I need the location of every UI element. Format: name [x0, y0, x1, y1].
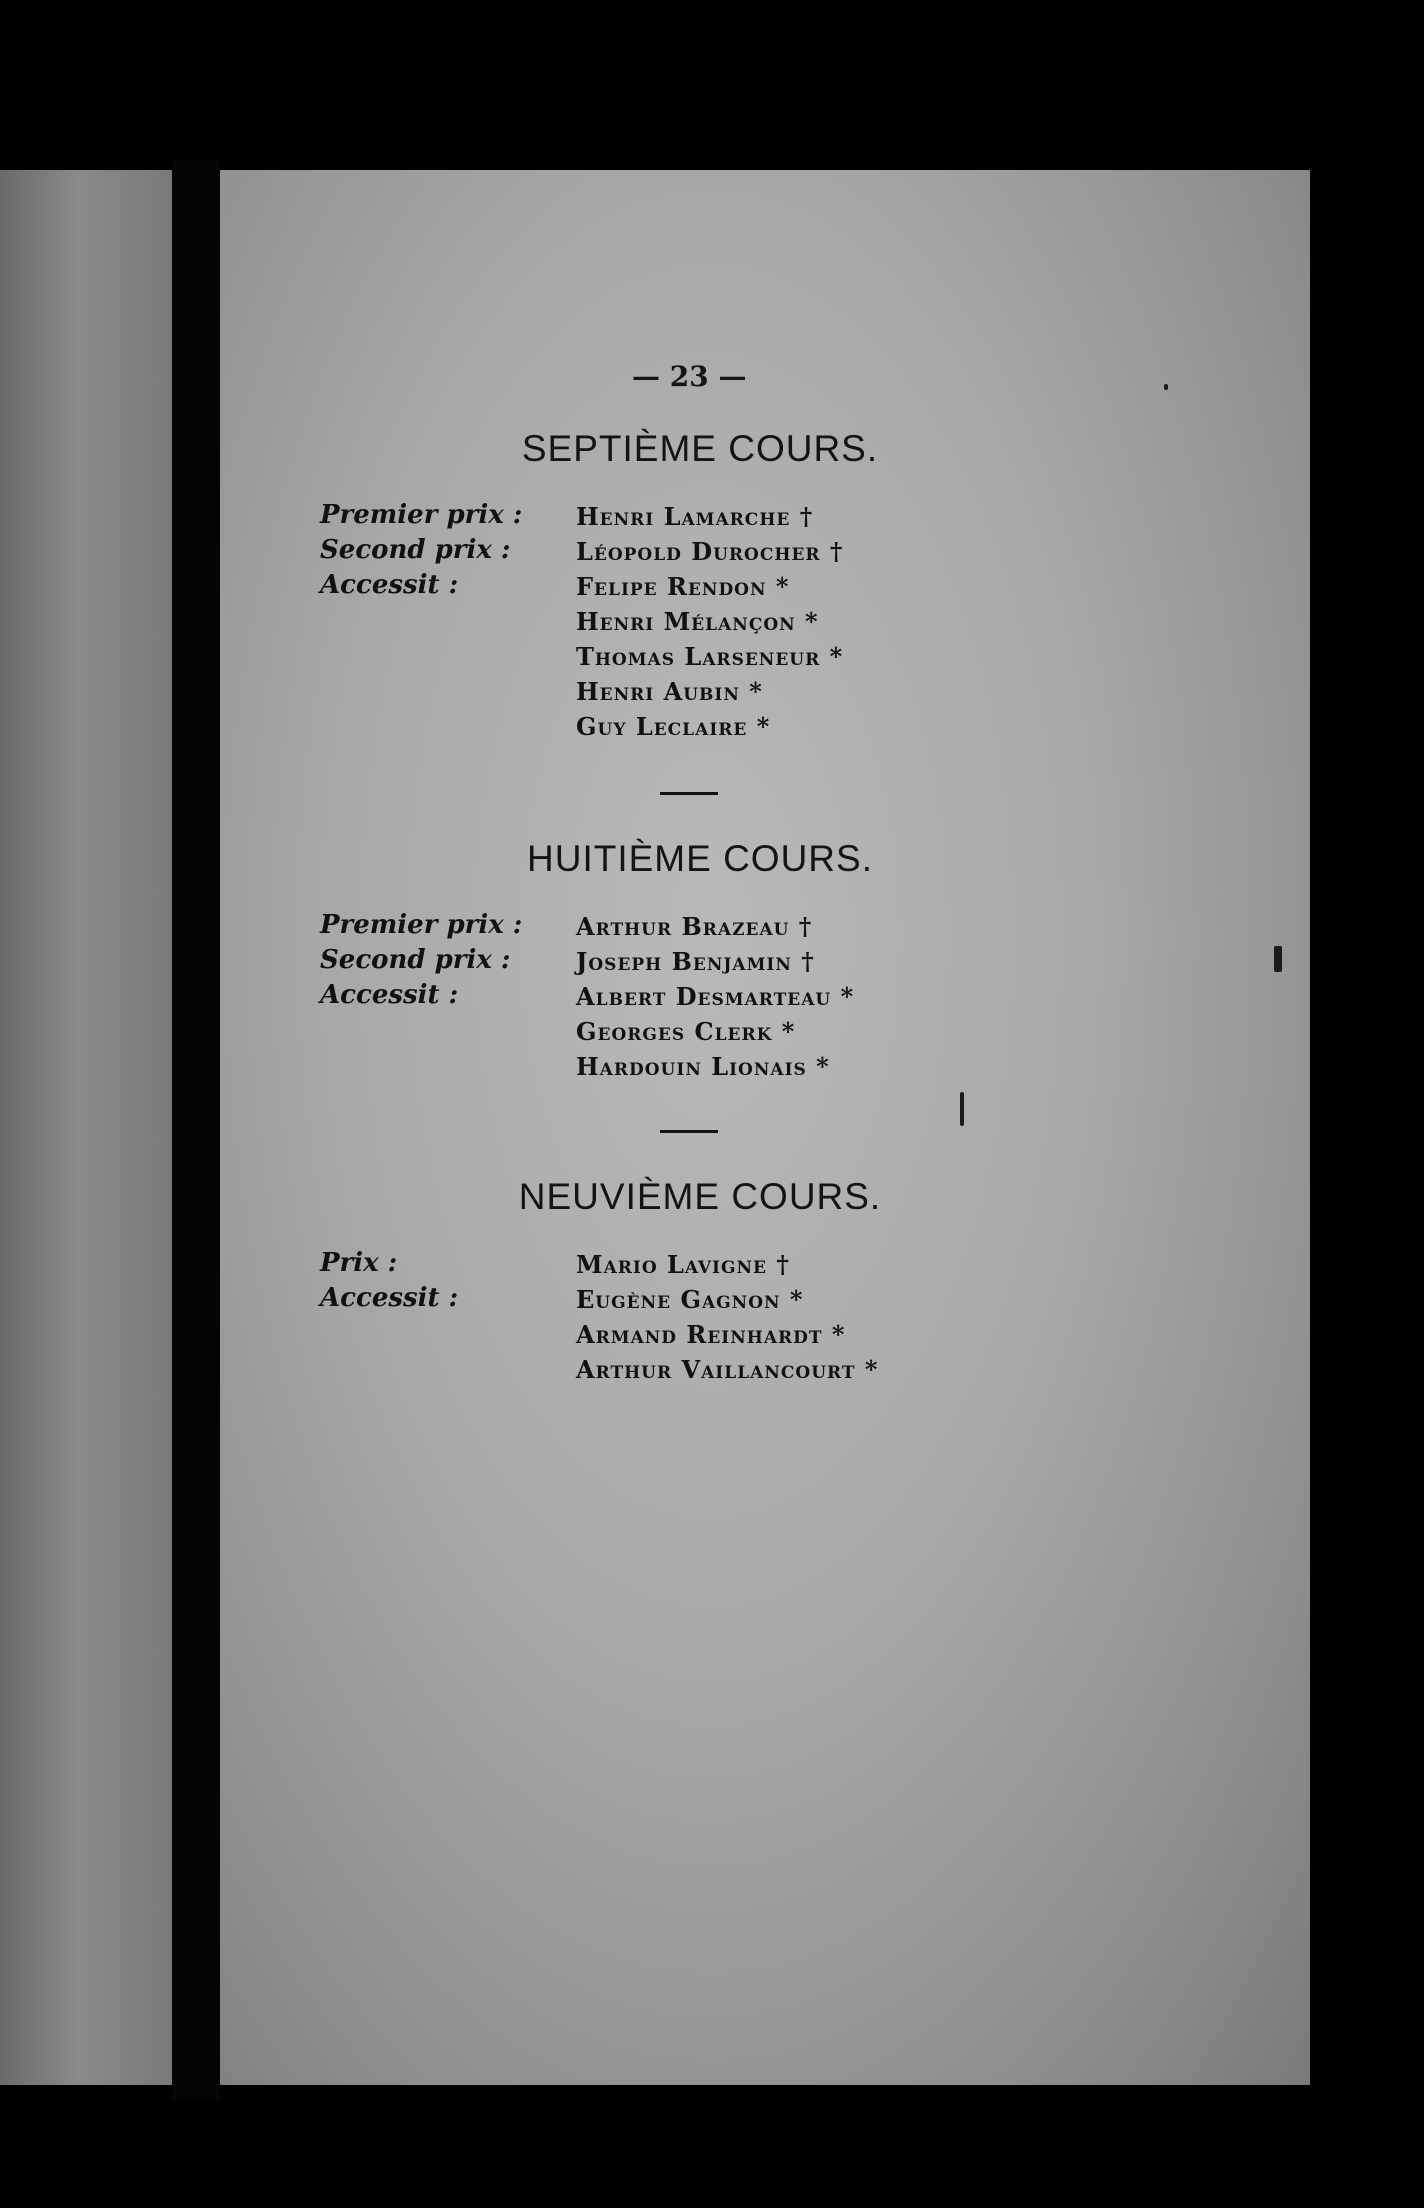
student-name: Arthur Vaillancourt * — [576, 1355, 879, 1384]
student-name: Guy Leclaire * — [576, 712, 771, 741]
student-name: Felipe Rendon * — [576, 572, 790, 601]
prize-label: Accessit : — [320, 1283, 459, 1313]
student-name: Arthur Brazeau † — [576, 912, 813, 941]
facing-page-edge — [0, 170, 172, 2085]
section-divider — [660, 1130, 718, 1133]
prize-label: Second prix : — [320, 535, 511, 565]
prize-label: Premier prix : — [320, 500, 523, 530]
prize-label: Premier prix : — [320, 910, 523, 940]
student-name: Albert Desmarteau * — [576, 982, 855, 1011]
student-name: Armand Reinhardt * — [576, 1320, 846, 1349]
section-heading-septieme: SEPTIÈME COURS. — [521, 428, 879, 469]
student-name: Hardouin Lionais * — [576, 1052, 830, 1081]
prize-label: Accessit : — [320, 570, 459, 600]
student-name: Thomas Larseneur * — [576, 642, 844, 671]
student-name: Henri Aubin * — [576, 677, 763, 706]
student-name: Joseph Benjamin † — [576, 947, 815, 976]
prize-label: Prix : — [320, 1248, 398, 1278]
student-name: Mario Lavigne † — [576, 1250, 790, 1279]
student-name: Georges Clerk * — [576, 1017, 796, 1046]
scan-border — [1310, 0, 1424, 2208]
student-name: Henri Mélançon * — [576, 607, 819, 636]
scan-speck — [1274, 946, 1282, 972]
section-heading-huitieme: HUITIÈME COURS. — [527, 838, 873, 879]
scan-speck — [1164, 384, 1168, 390]
section-divider — [660, 792, 718, 795]
book-gutter — [172, 160, 220, 2100]
page-number: — 23 — — [632, 360, 747, 393]
student-name: Léopold Durocher † — [576, 537, 844, 566]
student-name: Eugène Gagnon * — [576, 1285, 804, 1314]
scan-speck — [960, 1092, 964, 1126]
prize-label: Second prix : — [320, 945, 511, 975]
section-heading-neuvieme: NEUVIÈME COURS. — [518, 1176, 882, 1217]
student-name: Henri Lamarche † — [576, 502, 814, 531]
prize-label: Accessit : — [320, 980, 459, 1010]
